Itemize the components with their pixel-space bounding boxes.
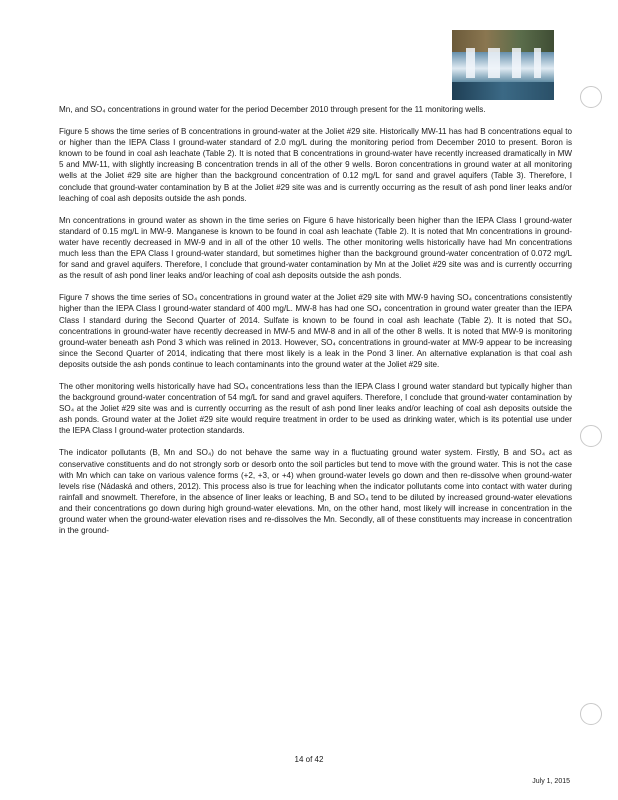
punch-hole-top bbox=[580, 86, 602, 108]
punch-hole-bottom bbox=[580, 703, 602, 725]
paragraph-indicator-pollutants: The indicator pollutants (B, Mn and SO₄) do not behave the same way in a fluctuating ground water system. Firstly, B and SO₄ act as conservative constituents and do not strongly sorb or desorb onto the soil particles but tend to move with the ground water. This is not the case with Mn which can take on various valence forms (+2, +3, or +4) when ground-water levels go down and then re-dissolve when ground-water levels rise (Nádaská and others, 2012). This process also is true for leaching when the indicator pollutants come into contact with water during rainfall and snowmelt. Therefore, in the absence of liner leaks or leaching, B and SO₄ tend to be diluted by increased ground-water elevations and their concentrations go down during high ground-water elevations. Mn, on the other hand, most likely will increase in concentration in the ground water when the ground-water elevation rises and re-dissolves the Mn. Secondly, all of these constituents may increase in concentration in the ground- bbox=[59, 448, 572, 536]
paragraph-boron: Figure 5 shows the time series of B concentrations in ground-water at the Joliet #29 site. Historically MW-11 has had B concentrations equal to or higher than the IEPA Class I ground-water standard of 2.0 mg/L during the monitoring period from December 2010 to present. Boron is known to be found in coal ash leachate (Table 2). It is noted that B concentrations in ground-water have recently increased dramatically in MW 5 and MW-11, with slightly increasing B concentration trends in all of the other 9 wells. Boron concentrations in ground water at all monitoring wells at the Joliet #29 site are higher than the background concentration of 0.12 mg/L for sand and gravel aquifers (Table 3). Therefore, I conclude that ground-water contamination by B at the Joliet #29 site was and is currently occurring as the result of ash pond liner leaks and/or leaching of coal ash deposits outside the ash ponds. bbox=[59, 127, 572, 203]
paragraph-manganese: Mn concentrations in ground water as shown in the time series on Figure 6 have historically been higher than the IEPA Class I ground-water standard of 0.15 mg/L in MW-9. Manganese is known to be found in coal ash leachate (Table 2). It is noted that Mn concentrations in ground-water have recently decreased in MW-9 and in all of the other 10 wells. The other monitoring wells historically have had Mn concentrations much less than the EPA Class I ground-water standard, but sometimes higher than the background ground-water concentration of 0.072 mg/L for sand and gravel aquifers. Therefore, I conclude that ground-water contamination by Mn at the Joliet #29 site was and is currently occurring as the result of ash pond liner leaks and/or leaching of coal ash deposits outside the ash ponds. bbox=[59, 215, 572, 281]
page-number: 14 of 42 bbox=[294, 755, 324, 764]
body-text bbox=[59, 104, 572, 547]
paragraph-intro-continuation: Mn, and SO₄ concentrations in ground water for the period December 2010 through present for the 11 monitoring wells. bbox=[59, 105, 486, 114]
punch-hole-middle bbox=[580, 425, 602, 447]
paragraph-sulfate: Figure 7 shows the time series of SO₄ concentrations in ground water at the Joliet #29 site with MW-9 having SO₄ concentrations consistently higher than the IEPA Class I ground-water standard of 400 mg/L. MW-8 has had one SO₄ concentration in ground water greater than the IEPA Class I standard during the Second Quarter of 2014. Sulfate is known to be found in coal ash leachate (Table 2). It is noted that SO₄ concentrations in ground-water have recently decreased in MW-5 and MW-8 and in all of the other 8 wells. It is noted that MW-9 is monitoring ground-water beneath ash Pond 3 which was relined in 2013. However, SO₄ concentrations in ground-water at MW-9 appear to be increasing since the Second Quarter of 2014, indicating that there most likely is a leak in the Pond 3 liner. An alternative explanation is that coal ash deposits outside the ash ponds continue to leach contaminants into the ground water at the Joliet #29 site. bbox=[59, 293, 572, 369]
paragraph-other-wells: The other monitoring wells historically have had SO₄ concentrations less than the IEPA Class I ground water standard but typically higher than the background ground-water concentration of 54 mg/L for sand and gravel aquifers. Therefore, I conclude that ground-water contamination by SO₄ at the Joliet #29 site was and is currently occurring as the result of ash pond liner leaks and/or leaching of coal ash deposits outside the ash ponds. Ground water at the Joliet #29 site would require treatment in order to be used as drinking water, which is its potential use under the IEPA Class I ground-water protection standards. bbox=[59, 381, 572, 436]
footer-date: July 1, 2015 bbox=[532, 778, 570, 785]
waterfall-photo-logo bbox=[452, 30, 554, 100]
